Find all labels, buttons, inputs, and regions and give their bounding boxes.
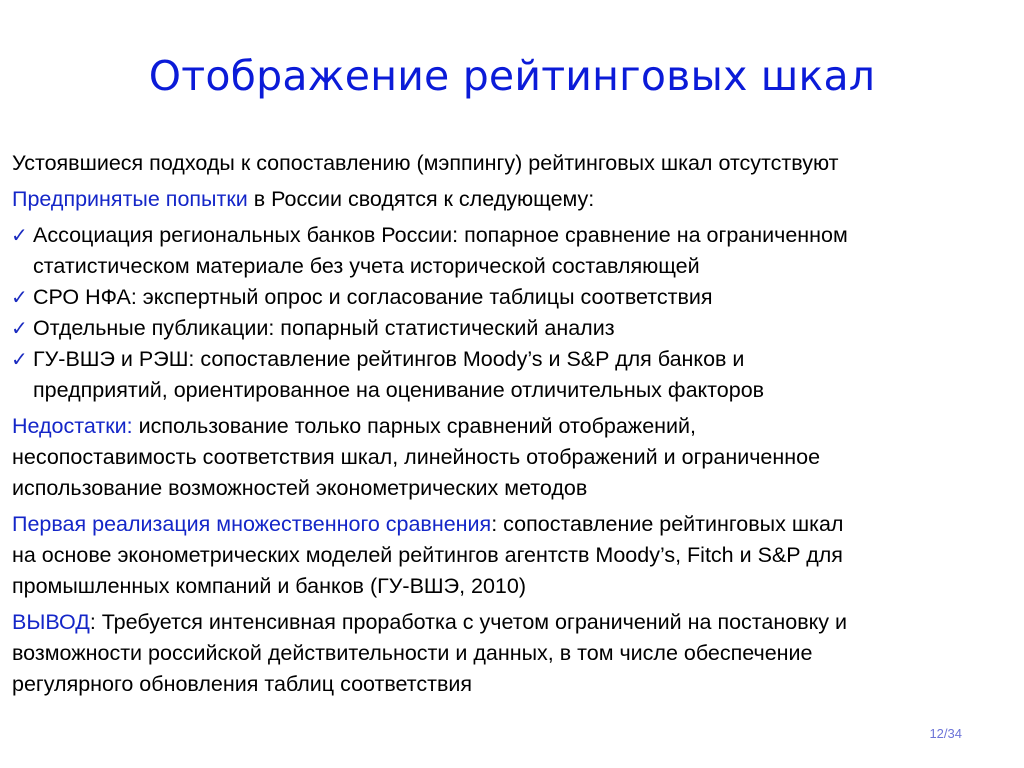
list-item-line: статистическом материале без учета исторической составляющей: [33, 254, 700, 278]
drawbacks-line: использование возможностей эконометрических методов: [12, 476, 588, 500]
slide-title: Отображение рейтинговых шкал: [148, 52, 876, 100]
list-item: [12, 344, 1012, 406]
list-item-line: Ассоциация региональных банков России: попарное сравнение на ограниченном: [33, 223, 848, 247]
page-number: 12/34: [929, 726, 962, 741]
drawbacks-line: несопоставимость соответствия шкал, линейность отображений и ограниченное: [12, 445, 821, 469]
list-item: [12, 220, 1012, 282]
attempts-label: Предпринятые попытки: [12, 187, 248, 211]
list-item-line: Отдельные публикации: попарный статистический анализ: [33, 316, 615, 340]
checkmark-icon: ✓: [11, 285, 28, 309]
list-item-line: ГУ-ВШЭ и РЭШ: сопоставление рейтингов Moody’s и S&P для банков и: [33, 347, 745, 371]
first-implementation-line: промышленных компаний и банков (ГУ-ВШЭ, 2010): [12, 574, 527, 598]
attempts-text: в России сводятся к следующему:: [247, 187, 595, 211]
attempts-list: [12, 220, 1012, 406]
slide-body: [12, 148, 1012, 705]
first-implementation-label: Первая реализация множественного сравнения: [12, 512, 492, 536]
attempts-paragraph: [12, 184, 1012, 215]
drawbacks-paragraph: [12, 411, 1012, 504]
checkmark-icon: ✓: [11, 316, 28, 340]
drawbacks-line: использование только парных сравнений отображений,: [132, 414, 697, 438]
first-implementation-paragraph: [12, 509, 1012, 602]
first-implementation-line: на основе эконометрических моделей рейтингов агентств Moody’s, Fitch и S&P для: [12, 543, 843, 567]
first-implementation-line: : сопоставление рейтинговых шкал: [491, 512, 844, 536]
conclusion-label: ВЫВОД: [12, 610, 90, 634]
checkmark-icon: ✓: [11, 347, 28, 371]
list-item-line: СРО НФА: экспертный опрос и согласование таблицы соответствия: [33, 285, 713, 309]
list-item: [12, 282, 1012, 313]
intro-paragraph: Устоявшиеся подходы к сопоставлению (мэппингу) рейтинговых шкал отсутствуют: [12, 151, 839, 175]
conclusion-line: возможности российской действительности и данных, в том числе обеспечение: [12, 641, 813, 665]
conclusion-line: регулярного обновления таблиц соответствия: [12, 672, 473, 696]
conclusion-line: : Требуется интенсивная проработка с учетом ограничений на постановку и: [89, 610, 848, 634]
list-item: [12, 313, 1012, 344]
checkmark-icon: ✓: [11, 223, 28, 247]
conclusion-paragraph: [12, 607, 1012, 700]
list-item-line: предприятий, ориентированное на оценивание отличительных факторов: [33, 378, 765, 402]
drawbacks-label: Недостатки:: [12, 414, 133, 438]
